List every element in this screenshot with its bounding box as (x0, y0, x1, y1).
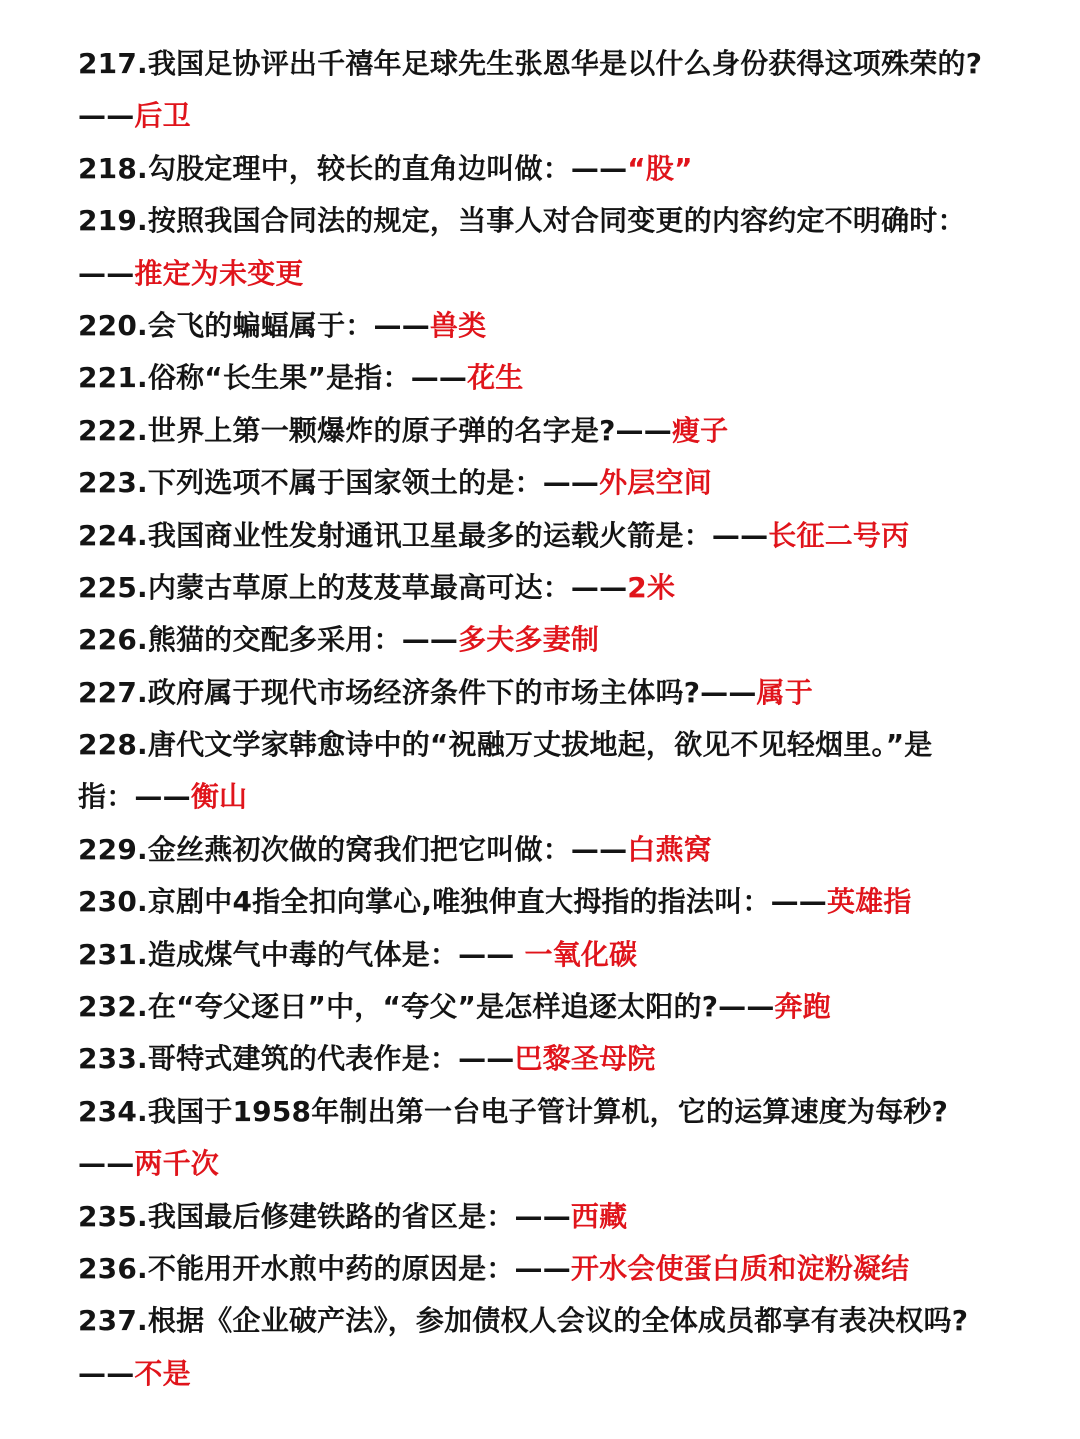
answer-line-217 (78, 90, 1038, 142)
question-233 (78, 1033, 1038, 1085)
question-number: 219. (78, 204, 148, 238)
quiz-document (78, 38, 1038, 1400)
question-224 (78, 510, 1038, 562)
question-text: 唐代文学家韩愈诗中的“祝融万丈拔地起，欲见不见轻烟里。”是 (147, 728, 933, 762)
question-text: 熊猫的交配多采用：—— (147, 623, 459, 657)
question-223 (78, 457, 1038, 509)
question-221 (78, 352, 1038, 404)
answer-dash: —— (78, 1356, 135, 1390)
question-number: 225. (78, 570, 148, 604)
question-text: 哥特式建筑的代表作是：—— (147, 1042, 515, 1076)
answer-text: 白燕窝 (627, 832, 712, 866)
question-235 (78, 1191, 1038, 1243)
answer-text: 衡山 (190, 780, 248, 814)
answer-text: 后卫 (134, 99, 191, 133)
answer-text: 多夫多妻制 (458, 623, 600, 657)
answer-dash: —— (78, 256, 135, 290)
answer-text: 英雄指 (827, 885, 912, 919)
question-text: 我国商业性发射通讯卫星最多的运载火箭是：—— (147, 518, 769, 552)
question-number: 220. (78, 308, 148, 342)
answer-text: 不是 (134, 1356, 191, 1390)
answer-text: 西藏 (570, 1199, 628, 1233)
question-text: 根据《企业破产法》，参加债权人会议的全体成员都享有表决权吗? (147, 1304, 969, 1338)
answer-text: 一氧化碳 (524, 937, 638, 971)
question-number: 222. (78, 413, 148, 447)
question-220 (78, 300, 1038, 352)
question-text: 我国最后修建铁路的省区是：—— (147, 1199, 571, 1233)
question-text: 下列选项不属于国家领土的是：—— (147, 466, 600, 500)
question-227 (78, 667, 1038, 719)
answer-text: 两千次 (134, 1147, 220, 1181)
question-text-continued: 指：—— (78, 780, 191, 814)
question-228 (78, 719, 1038, 771)
answer-text: 花生 (467, 361, 524, 395)
question-222 (78, 405, 1038, 457)
answer-text: 开水会使蛋白质和淀粉凝结 (570, 1251, 910, 1285)
question-217 (78, 38, 1038, 90)
question-219 (78, 195, 1038, 247)
question-text: 按照我国合同法的规定，当事人对合同变更的内容约定不明确时： (147, 204, 966, 238)
answer-text: 瘦子 (671, 413, 729, 447)
question-number: 223. (78, 466, 148, 500)
answer-text: 奔跑 (774, 990, 831, 1024)
question-237 (78, 1295, 1038, 1347)
question-text: 我国于1958年制出第一台电子管计算机，它的运算速度为每秒? (147, 1094, 949, 1128)
answer-text: “股” (627, 151, 693, 185)
question-234 (78, 1086, 1038, 1138)
question-232 (78, 981, 1038, 1033)
question-text: 内蒙古草原上的芨芨草最高可达：—— (147, 570, 628, 604)
question-number: 237. (78, 1304, 148, 1338)
question-number: 221. (78, 361, 148, 395)
answer-text: 推定为未变更 (134, 256, 304, 290)
question-236 (78, 1243, 1038, 1295)
question-218 (78, 143, 1038, 195)
question-number: 218. (78, 151, 148, 185)
answer-dash: —— (78, 99, 135, 133)
answer-text: 属于 (756, 675, 813, 709)
answer-text: 长征二号丙 (768, 518, 910, 552)
question-230 (78, 876, 1038, 928)
answer-text: 2米 (627, 570, 676, 604)
question-text: 会飞的蝙蝠属于：—— (147, 308, 430, 342)
question-229 (78, 824, 1038, 876)
question-text: 我国足协评出千禧年足球先生张恩华是以什么身份获得这项殊荣的? (147, 47, 983, 80)
question-number: 226. (78, 623, 148, 657)
question-number: 228. (78, 728, 148, 762)
answer-line-219 (78, 248, 1038, 300)
question-number: 227. (78, 675, 148, 709)
answer-text: 外层空间 (599, 466, 712, 500)
question-number: 232. (78, 990, 148, 1024)
question-text: 京剧中4指全扣向掌心,唯独伸直大拇指的指法叫：—— (147, 885, 828, 919)
question-number: 229. (78, 832, 148, 866)
question-text: 造成煤气中毒的气体是：—— (147, 937, 525, 971)
answer-line-237 (78, 1348, 1038, 1400)
question-226 (78, 614, 1038, 666)
question-number: 233. (78, 1042, 148, 1076)
answer-text: 兽类 (429, 308, 487, 342)
question-225 (78, 562, 1038, 614)
answer-text: 巴黎圣母院 (514, 1042, 656, 1076)
answer-dash: —— (78, 1147, 135, 1181)
question-231 (78, 929, 1038, 981)
question-number: 217. (78, 47, 148, 80)
question-text: 在“夸父逐日”中，“夸父”是怎样追逐太阳的?—— (147, 990, 775, 1024)
question-text: 金丝燕初次做的窝我们把它叫做：—— (147, 832, 628, 866)
question-number: 230. (78, 885, 148, 919)
question-text: 政府属于现代市场经济条件下的市场主体吗?—— (147, 675, 757, 709)
question-number: 235. (78, 1199, 148, 1233)
question-number: 236. (78, 1251, 148, 1285)
question-number: 234. (78, 1094, 148, 1128)
question-text: 俗称“长生果”是指：—— (147, 361, 468, 395)
question-text: 不能用开水煎中药的原因是：—— (147, 1251, 571, 1285)
question-number: 224. (78, 518, 148, 552)
question-number: 231. (78, 937, 148, 971)
answer-line-228 (78, 771, 1038, 823)
question-text: 世界上第一颗爆炸的原子弹的名字是?—— (147, 413, 672, 447)
question-text: 勾股定理中，较长的直角边叫做：—— (147, 151, 628, 185)
answer-line-234 (78, 1138, 1038, 1190)
